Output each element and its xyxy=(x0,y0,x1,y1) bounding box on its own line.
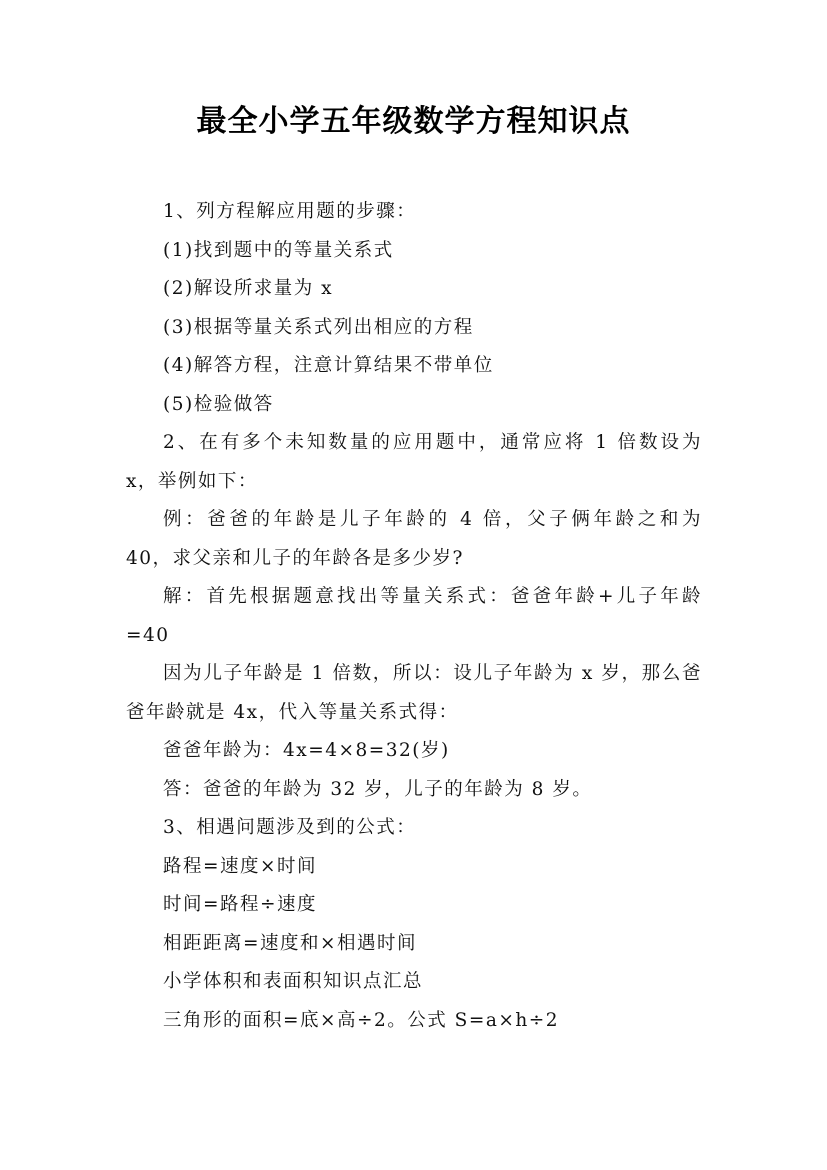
paragraph: 3、相遇问题涉及到的公式： xyxy=(163,817,417,838)
paragraph: 小学体积和表面积知识点汇总 xyxy=(163,971,424,992)
paragraph: 相距距离=速度和×相遇时间 xyxy=(163,932,418,954)
paragraph: 1、列方程解应用题的步骤： xyxy=(163,201,417,222)
paragraph: 解：首先根据题意找出等量关系式：爸爸年龄+儿子年龄=40 xyxy=(126,586,702,646)
paragraph: 三角形的面积=底×高÷2。公式 S=a×h÷2 xyxy=(163,1009,560,1031)
paragraph: (3)根据等量关系式列出相应的方程 xyxy=(163,316,474,338)
paragraph: (5)检验做答 xyxy=(163,393,274,415)
paragraph: (1)找到题中的等量关系式 xyxy=(163,239,394,261)
paragraph: 例：爸爸的年龄是儿子年龄的 4 倍，父子俩年龄之和为 40，求父亲和儿子的年龄各是多少岁? xyxy=(126,509,702,569)
paragraph: 2、在有多个未知数量的应用题中，通常应将 1 倍数设为 x，举例如下： xyxy=(126,432,702,492)
paragraph: 时间=路程÷速度 xyxy=(163,894,318,915)
document-body xyxy=(126,193,702,1040)
paragraph: 答：爸爸的年龄为 32 岁，儿子的年龄为 8 岁。 xyxy=(163,778,593,800)
paragraph: 路程=速度×时间 xyxy=(163,855,318,877)
paragraph: (2)解设所求量为 x xyxy=(163,278,334,299)
paragraph: 爸爸年龄为：4x=4×8=32(岁) xyxy=(163,740,450,761)
paragraph: (4)解答方程，注意计算结果不带单位 xyxy=(163,355,494,376)
paragraph: 因为儿子年龄是 1 倍数，所以：设儿子年龄为 x 岁，那么爸爸年龄就是 4x，代入等量关系式得： xyxy=(126,663,702,723)
page-title: 最全小学五年级数学方程知识点 xyxy=(196,104,631,139)
